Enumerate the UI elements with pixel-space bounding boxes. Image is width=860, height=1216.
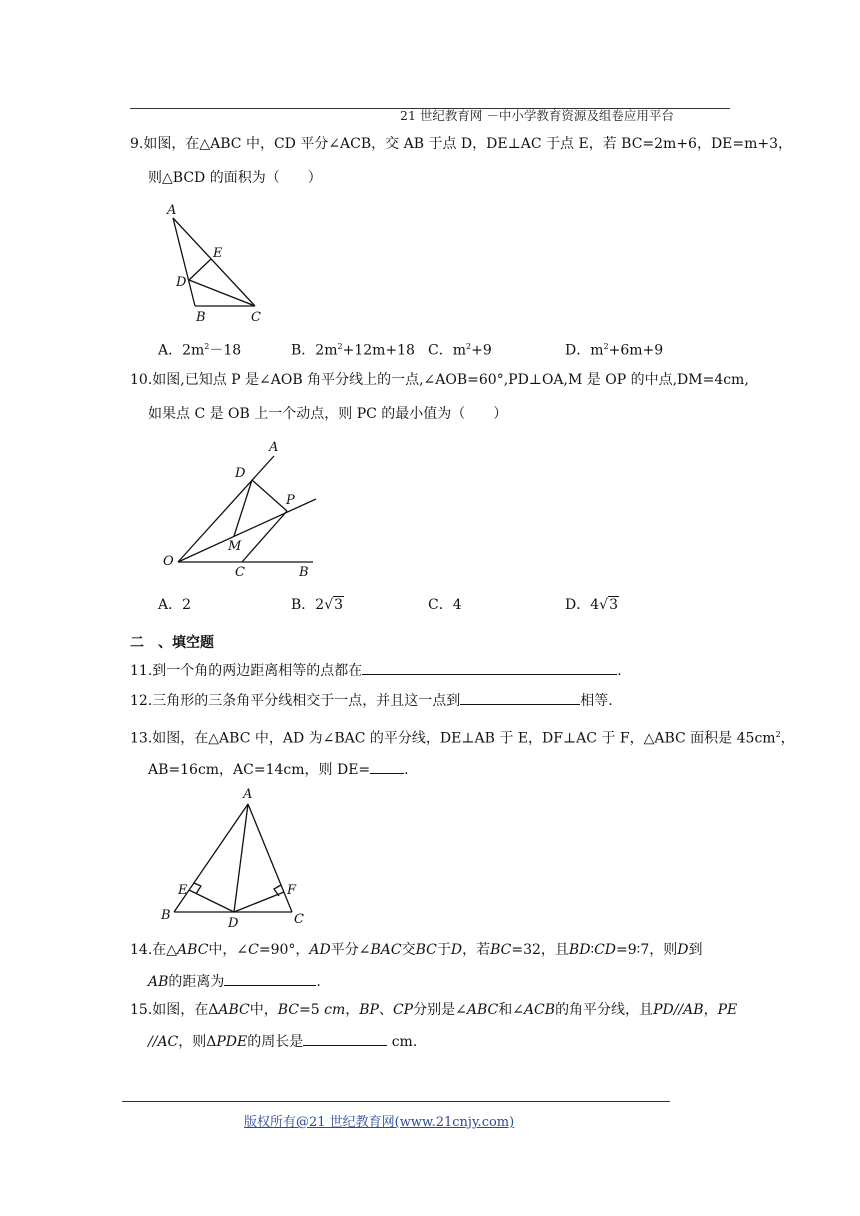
q14-bd: BD [568, 942, 591, 958]
q15-l2-p3: 的周长是 [247, 1034, 304, 1050]
q14-p7: ，若 [462, 942, 491, 958]
q15-cm: cm [324, 1002, 346, 1018]
q14-p11: 到 [688, 942, 703, 958]
q11-post: . [617, 663, 622, 679]
q13-segment-df [234, 892, 284, 912]
q14-p2: 中，∠ [208, 942, 249, 958]
q15-p10: ， [703, 1002, 718, 1018]
q13-line2-post: . [404, 762, 409, 778]
q14-bc: BC [415, 942, 437, 958]
q14-d2: D [677, 942, 689, 958]
q9-segment-ac [173, 218, 255, 306]
footer-copyright-link[interactable]: 版权所有@21 世纪教育网(www.21cnjy.com) [244, 1115, 515, 1130]
q9-option-a-sup: 2 [204, 342, 210, 351]
q10-label-p: P [286, 493, 295, 508]
q13-line1-text: 13.如图，在△ABC 中，AD 为∠BAC 的平分线，DE⊥AB 于 E，DF⊥AC 于 F，△ABC 面积是 45cm [130, 730, 776, 747]
q10-label-a: A [269, 440, 279, 455]
q14-ad: AD [309, 942, 331, 958]
q13-line2 [148, 759, 409, 780]
q15-p8: 的角平分线，且 [555, 1002, 654, 1018]
q15-line1 [130, 1000, 737, 1020]
q9-label-a: A [167, 203, 177, 218]
q9-segment-cd [189, 280, 255, 306]
q14-bac: BAC [370, 942, 402, 958]
q13-line1 [130, 725, 795, 749]
q14-ab: AB [148, 974, 169, 990]
q15-p4: ， [345, 1002, 360, 1018]
q9-option-a[interactable] [158, 337, 241, 361]
q9-option-c-post: +9 [471, 342, 492, 359]
q11-blank[interactable] [362, 660, 617, 675]
q9-option-d-pre: D．m [565, 342, 604, 359]
q13-label-f: F [287, 883, 297, 898]
q14-p3: =90°， [258, 942, 310, 958]
q15-p5: 、 [378, 1002, 393, 1018]
q14-p9: ∶ [590, 942, 595, 958]
q14-p5: 交 [401, 942, 416, 958]
q9-label-d: D [176, 275, 187, 290]
q9-option-d[interactable] [565, 337, 663, 361]
q14-cd: CD [594, 942, 617, 958]
q10-option-a[interactable]: A．2 [158, 597, 192, 613]
q15-pe: PE [717, 1002, 738, 1018]
q14-p6: 于 [436, 942, 451, 958]
q15-l2-p2: ，则Δ [178, 1034, 217, 1050]
q10-option-b-sqrt: √3 [324, 597, 344, 613]
q13-figure [158, 787, 318, 931]
q9-option-a-post: －18 [209, 342, 242, 359]
q9-option-d-sup: 2 [603, 342, 609, 351]
q9-segment-ab [173, 218, 195, 306]
q10-option-b-radicand: 3 [334, 597, 344, 613]
q9-option-c-sup: 2 [466, 342, 472, 351]
q13-label-e: E [178, 883, 188, 898]
q13-label-d: D [228, 916, 239, 931]
q9-option-b[interactable] [291, 337, 415, 361]
q13-line1-sup: 2 [775, 730, 781, 739]
q14-c: C [248, 942, 259, 958]
q15-acb: ACB [523, 1002, 556, 1018]
q9-segment-de [189, 259, 211, 280]
q9-label-c: C [251, 310, 261, 325]
q13-label-a: A [243, 787, 253, 802]
section-fill-in-title: 二 、填空题 [130, 635, 214, 651]
q15-bc: BC [277, 1002, 300, 1018]
q15-l2-pde: PDE [216, 1034, 248, 1050]
q9-line1: 9.如图，在△ABC 中，CD 平分∠ACB，交 AB 于点 D，DE⊥AC 于点 E，若 BC=2m+6，DE=m+3， [130, 136, 793, 152]
q13-line2-text: AB=16cm，AC=14cm，则 DE= [148, 762, 371, 778]
q14-d: D [450, 942, 463, 958]
q14-line2-text: 的距离为 [168, 974, 225, 990]
q15-blank[interactable] [303, 1031, 387, 1046]
q14-blank[interactable] [224, 971, 316, 986]
q15-p2: 中， [249, 1002, 278, 1018]
q15-l2-p4: cm. [387, 1034, 418, 1050]
q10-option-b[interactable] [291, 595, 344, 615]
q14-abc: ABC [177, 942, 209, 958]
q13-label-c: C [294, 912, 304, 927]
q10-line2: 如果点 C 是 OB 上一个动点，则 PC 的最小值为（ ） [148, 406, 508, 422]
q10-label-c: C [235, 565, 245, 580]
q15-p6: 分别是∠ [413, 1002, 467, 1018]
q13-line1-post: ， [780, 730, 795, 747]
q12 [130, 690, 613, 711]
q15-bp: BP [359, 1002, 379, 1018]
q9-figure [158, 200, 278, 330]
q10-label-b: B [299, 565, 309, 580]
q9-option-b-pre: B．2m [291, 342, 338, 359]
q15-ab: AB [683, 1002, 704, 1018]
q15-line2 [148, 1031, 417, 1052]
q14-line1 [130, 940, 702, 960]
q10-segment-pc [242, 511, 287, 562]
q10-option-d-sqrt: √3 [599, 597, 618, 613]
q12-text: 12.三角形的三条角平分线相交于一点，并且这一点到 [130, 693, 461, 709]
q10-line1: 10.如图,已知点 P 是∠AOB 角平分线上的一点,∠AOB=60°,PD⊥OA,M 是 OP 的中点,DM=4cm, [130, 372, 749, 388]
q9-option-b-sup: 2 [337, 342, 343, 351]
q10-figure [158, 434, 328, 584]
q12-blank[interactable] [460, 690, 580, 705]
q9-label-b: B [196, 310, 206, 325]
q14-p10: =9∶7，则 [616, 942, 678, 958]
q15-p3: =5 [299, 1002, 325, 1018]
q13-label-b: B [161, 908, 171, 923]
q10-label-m: M [228, 539, 242, 554]
q9-option-c[interactable] [428, 337, 492, 361]
q10-label-o: O [163, 554, 174, 569]
q15-pd: PD [653, 1002, 674, 1018]
q10-label-d: D [235, 466, 246, 481]
q15-p1: 15.如图，在Δ [130, 1002, 219, 1018]
q15-abc2: ABC [466, 1002, 499, 1018]
q13-segment-ad [234, 804, 248, 912]
q14-p4: 平分∠ [330, 942, 371, 958]
q14-line2 [148, 971, 321, 992]
q15-cp: CP [392, 1002, 414, 1018]
q9-label-e: E [213, 246, 223, 261]
q13-blank[interactable] [370, 759, 404, 774]
q15-p7: 和∠ [498, 1002, 524, 1018]
q11-text: 11.到一个角的两边距离相等的点都在 [130, 663, 363, 679]
q10-option-b-pre: B．2 [291, 597, 325, 613]
q10-ray-oa [178, 456, 274, 562]
q15-abc: ABC [218, 1002, 250, 1018]
q10-segment-dp [252, 480, 287, 511]
q11 [130, 660, 622, 681]
q9-line2: 则△BCD 的面积为（ ） [148, 170, 322, 186]
q10-option-c[interactable]: C．4 [428, 597, 462, 613]
q15-l2-ac: AC [157, 1034, 179, 1050]
q10-option-d-radicand: 3 [609, 597, 618, 613]
q9-option-c-pre: C．m [428, 342, 466, 359]
q13-right-angle-f [274, 885, 281, 896]
page-header: 21 世纪教育网 －中小学教育资源及组卷应用平台 [400, 108, 674, 123]
q12-post: 相等. [580, 693, 613, 709]
q10-option-d-pre: D．4 [565, 597, 600, 613]
q14-p1: 14.在△ [130, 942, 178, 958]
q14-line2-post: . [316, 974, 321, 990]
q9-option-d-post: +6m+9 [608, 342, 664, 359]
q10-ray-op [178, 499, 316, 562]
q14-p8: =32，且 [511, 942, 569, 958]
footer-rule [122, 1101, 670, 1102]
q10-option-d[interactable] [565, 595, 619, 615]
q13-segment-ac [248, 804, 292, 912]
q9-option-a-pre: A．2m [158, 342, 205, 359]
q14-bc2: BC [490, 942, 512, 958]
q9-option-b-post: +12m+18 [342, 342, 415, 359]
q10-segment-dm [234, 480, 252, 536]
q15-l2-parallel: // [148, 1034, 158, 1050]
q15-p9: // [673, 1002, 684, 1018]
